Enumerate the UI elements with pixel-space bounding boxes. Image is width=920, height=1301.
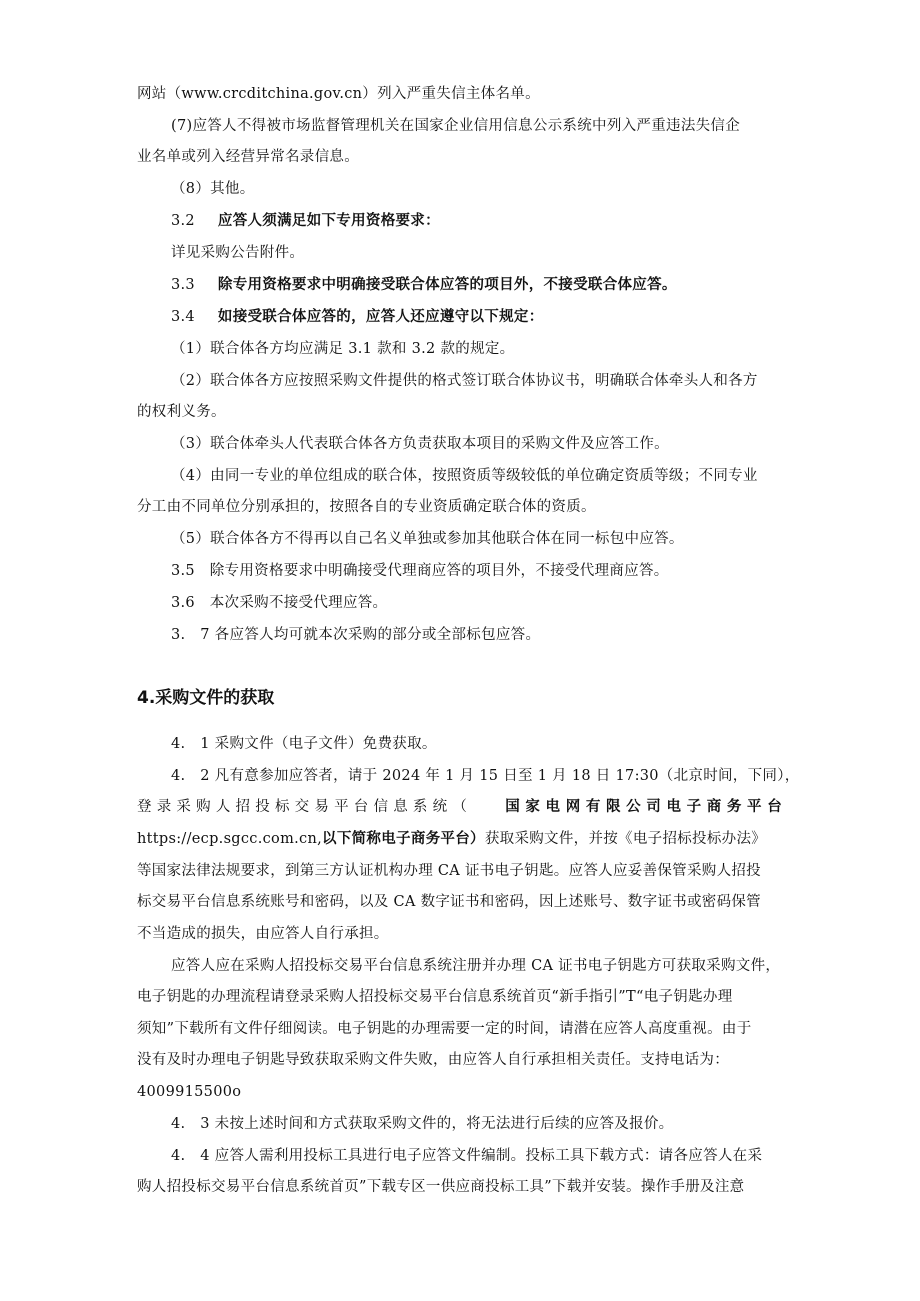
paragraph-credit-site: 网站（www.crcditchina.gov.cn）列入严重失信主体名单。 <box>137 86 540 102</box>
clause-number: 3.3 <box>171 277 195 293</box>
support-phone: 4009915500o <box>137 1084 242 1100</box>
clause-3-4 <box>171 307 544 327</box>
platform-url-link[interactable]: https://ecp.sgcc.com.cn, <box>137 831 323 847</box>
clause-title: 如接受联合体应答的，应答人还应遵守以下规定： <box>217 308 544 325</box>
clause-title: 除专用资格要求中明确接受联合体应答的项目外，不接受联合体应答。 <box>217 276 677 293</box>
clause-number: 3.4 <box>171 309 195 325</box>
clause-4-2-line2 <box>137 797 782 817</box>
ca-key-paragraph-line3: 须知”下载所有文件仔细阅读。电子钥匙的办理需要一定的时间，请潜在应答人高度重视。由于 <box>137 1021 752 1037</box>
clause-number: 3.2 <box>171 213 195 229</box>
platform-alias: 以下简称电子商务平台） <box>322 830 485 847</box>
clause-4-2-line1: 4. 2 凡有意参加应答者，请于 2024 年 1 月 15 日至 1 月 18 日 17:30（北京时间，下同）， <box>171 768 800 784</box>
clause-3-3 <box>171 275 677 295</box>
ca-key-paragraph-line4: 没有及时办理电子钥匙导致获取采购文件失败，由应答人自行承担相关责任。支持电话为： <box>137 1052 729 1068</box>
clause-4-3: 4. 3 未按上述时间和方式获取采购文件的，将无法进行后续的应答及报价。 <box>171 1116 674 1132</box>
paragraph-see-attachment: 详见采购公告附件。 <box>171 245 305 261</box>
clause-4-2-line5: 标交易平台信息系统账号和密码，以及 CA 数字证书和密码，因上述账号、数字证书或密码保管 <box>137 894 761 910</box>
clause-4-2-line3 <box>137 829 766 849</box>
consortium-rule-4-line1: （4）由同一专业的单位组成的联合体，按照资质等级较低的单位确定资质等级；不同专业 <box>171 468 758 484</box>
clause-4-2-line6: 不当造成的损失，由应答人自行承担。 <box>137 926 389 942</box>
paragraph-item-8: （8）其他。 <box>171 181 255 197</box>
clause-3-6: 3.6 本次采购不接受代理应答。 <box>171 595 388 611</box>
clause-4-1: 4. 1 采购文件（电子文件）免费获取。 <box>171 736 437 752</box>
consortium-rule-5: （5）联合体各方不得再以自己名义单独或参加其他联合体在同一标包中应答。 <box>171 531 684 547</box>
paragraph-item-7-line1: (7)应答人不得被市场监督管理机关在国家企业信用信息公示系统中列入严重违法失信企 <box>171 118 741 134</box>
ca-key-paragraph-line1: 应答人应在采购人招投标交易平台信息系统注册并办理 CA 证书电子钥匙方可获取采购文件， <box>171 958 781 974</box>
clause-4-4-line2: 购人招投标交易平台信息系统首页”下载专区一供应商投标工具”下载并安装。操作手册及注意 <box>137 1179 745 1195</box>
login-text: 登 录 采 购 人 招 投 标 交 易 平 台 信 息 系 统 （ <box>137 799 468 815</box>
platform-name: 国 家 电 网 有 限 公 司 电 子 商 务 平 台 <box>505 798 782 815</box>
consortium-rule-2-line1: （2）联合体各方应按照采购文件提供的格式签订联合体协议书，明确联合体牵头人和各方 <box>171 373 758 389</box>
clause-4-4-line1: 4. 4 应答人需利用投标工具进行电子应答文件编制。投标工具下载方式：请各应答人在采 <box>171 1148 763 1164</box>
obtain-text: 获取采购文件，并按《电子招标投标办法》 <box>484 831 767 847</box>
consortium-rule-2-line2: 的权利义务。 <box>137 404 226 420</box>
clause-title: 应答人须满足如下专用资格要求： <box>217 212 440 229</box>
consortium-rule-1: （1）联合体各方均应满足 3.1 款和 3.2 款的规定。 <box>171 341 515 357</box>
clause-3-5: 3.5 除专用资格要求中明确接受代理商应答的项目外，不接受代理商应答。 <box>171 563 669 579</box>
consortium-rule-4-line2: 分工由不同单位分别承担的，按照各自的专业资质确定联合体的资质。 <box>137 499 596 515</box>
clause-3-7: 3. 7 各应答人均可就本次采购的部分或全部标包应答。 <box>171 627 541 643</box>
ca-key-paragraph-line2: 电子钥匙的办理流程请登录采购人招投标交易平台信息系统首页“新手指引”T“电子钥匙办理 <box>137 989 733 1005</box>
clause-3-2 <box>171 211 440 231</box>
paragraph-item-7-line2: 业名单或列入经营异常名录信息。 <box>137 149 359 165</box>
clause-4-2-line4: 等国家法律法规要求，到第三方认证机构办理 CA 证书电子钥匙。应答人应妥善保管采购人招投 <box>137 863 761 879</box>
section-heading-4: 4.采购文件的获取 <box>137 688 275 708</box>
consortium-rule-3: （3）联合体牵头人代表联合体各方负责获取本项目的采购文件及应答工作。 <box>171 436 669 452</box>
